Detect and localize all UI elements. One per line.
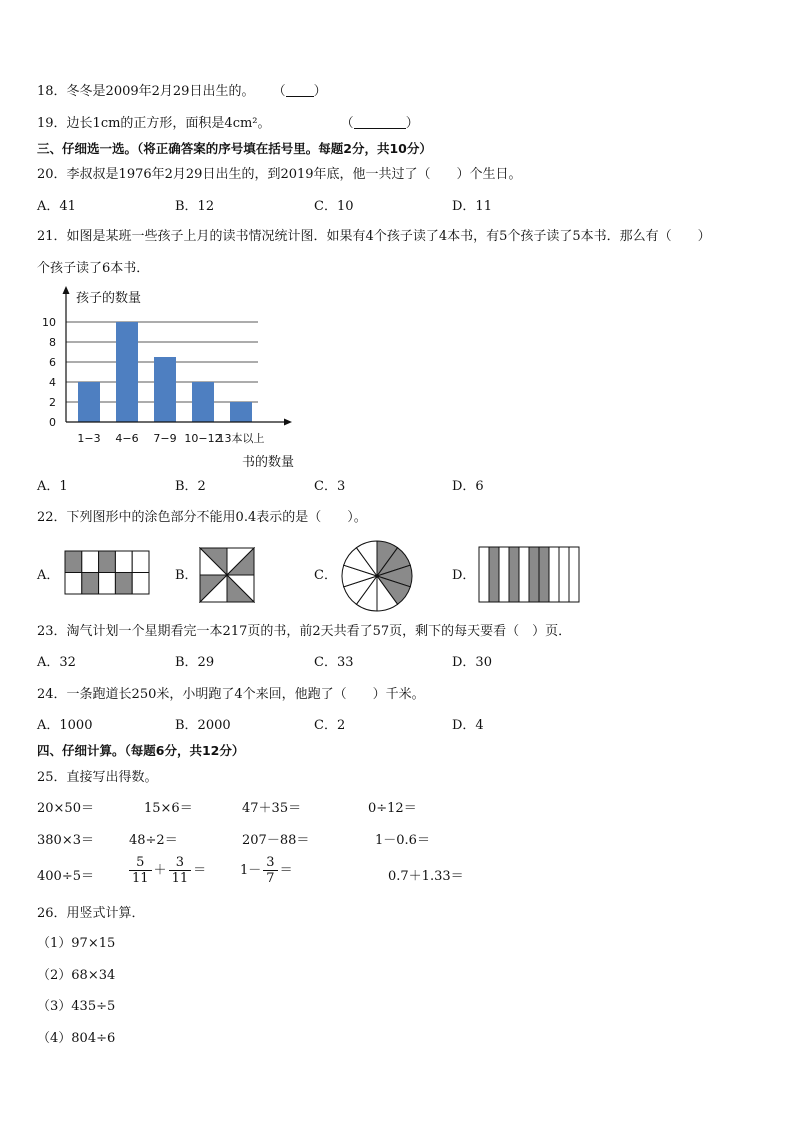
question-20-option-d[interactable]: D．11	[452, 199, 492, 214]
y-tick-label: 8	[49, 336, 56, 349]
calc-r2-c2[interactable]: 48÷2＝	[129, 833, 178, 848]
figure-a-cell	[65, 551, 82, 573]
question-26-item-2: （2）68×34	[37, 968, 116, 983]
question-26-text: 26．用竖式计算．	[37, 906, 145, 921]
question-21-option-b[interactable]: B．2	[175, 479, 206, 494]
bar-3	[154, 357, 176, 422]
fraction-3-11: $\frac{3}{11}$	[169, 855, 192, 886]
question-18-text: 冬冬是2009年2月29日出生的。	[66, 84, 255, 99]
calc-r2-c4[interactable]: 1－0.6＝	[375, 833, 430, 848]
calc-r3-c4[interactable]: 0.7＋1.33＝	[388, 869, 464, 884]
question-18-answer-blank[interactable]	[286, 83, 314, 97]
fraction-3-7: $\frac{3}{7}$	[263, 855, 277, 886]
calc-r1-c3[interactable]: 47＋35＝	[242, 801, 302, 816]
y-tick-label: 10	[42, 316, 56, 329]
question-22-label-b[interactable]: B．	[175, 568, 198, 583]
question-24-option-b[interactable]: B．2000	[175, 718, 231, 733]
figure-a-cell	[115, 573, 132, 595]
calc-r2-c3[interactable]: 207－88＝	[242, 833, 310, 848]
section-3-title: 三、仔细选一选。（将正确答案的序号填在括号里。每题2分，共10分）	[37, 141, 432, 156]
figure-d-strip	[489, 547, 499, 602]
figure-b-square	[199, 547, 255, 603]
question-20-text: 20．李叔叔是1976年2月29日出生的，到2019年底，他一共过了（ ）个生日。	[37, 167, 522, 182]
figure-d-strip	[479, 547, 489, 602]
question-23-option-c[interactable]: C．33	[314, 655, 354, 670]
question-24-option-d[interactable]: D．4	[452, 718, 484, 733]
figure-d-strip	[499, 547, 509, 602]
calc-r1-c1[interactable]: 20×50＝	[37, 801, 94, 816]
calc-r3-c3[interactable]: 1－ $\frac{3}{7}$ ＝	[240, 855, 293, 886]
x-axis-label: 书的数量	[241, 455, 295, 470]
question-21-option-c[interactable]: C．3	[314, 479, 346, 494]
question-20-option-a[interactable]: A．41	[37, 199, 76, 214]
figure-a-cell	[82, 551, 99, 573]
figure-a-cell	[99, 551, 116, 573]
question-18-number: 18．	[37, 84, 67, 99]
question-23-option-b[interactable]: B．29	[175, 655, 215, 670]
question-23-option-a[interactable]: A．32	[37, 655, 76, 670]
y-tick-label: 6	[49, 356, 56, 369]
bar-5	[230, 402, 252, 422]
question-21-line-2: 个孩子读了6本书．	[37, 261, 150, 276]
y-axis-label: 孩子的数量	[76, 291, 142, 306]
y-axis-arrow	[63, 286, 70, 294]
question-19-paren-open: （	[340, 116, 354, 131]
question-19-paren-close: ）	[405, 116, 419, 131]
question-21-line-1: 21．如图是某班一些孩子上月的读书情况统计图．如果有4个孩子读了4本书，有5个孩子读了5本书．那么有（ ）	[37, 229, 711, 244]
question-18-paren-open: （	[272, 84, 286, 99]
y-tick-label: 0	[49, 416, 56, 429]
question-19-text: 边长1cm的正方形，面积是4cm²。	[66, 116, 271, 131]
question-20-option-c[interactable]: C．10	[314, 199, 354, 214]
calc-r1-c4[interactable]: 0÷12＝	[368, 801, 417, 816]
figure-a-cell	[99, 573, 116, 595]
y-tick-label: 2	[49, 396, 56, 409]
x-tick-label: 1−3	[77, 432, 101, 445]
question-26-item-1: （1）97×15	[37, 936, 116, 951]
question-24-text: 24．一条跑道长250米，小明跑了4个来回，他跑了（ ）千米。	[37, 687, 425, 702]
x-tick-label: 7−9	[153, 432, 177, 445]
question-18	[37, 83, 327, 100]
x-axis-arrow	[284, 419, 292, 426]
bar-2	[116, 322, 138, 422]
question-26-item-4: （4）804÷6	[37, 1031, 116, 1046]
section-4-title: 四、仔细计算。（每题6分，共12分）	[37, 743, 245, 758]
figure-d-strip	[539, 547, 549, 602]
question-18-paren-close: ）	[313, 84, 327, 99]
calc-r1-c2[interactable]: 15×6＝	[144, 801, 193, 816]
question-24-option-a[interactable]: A．1000	[37, 718, 93, 733]
question-21-option-d[interactable]: D．6	[452, 479, 484, 494]
figure-a-cell	[132, 573, 149, 595]
question-22-text: 22．下列图形中的涂色部分不能用0.4表示的是（ ）。	[37, 510, 367, 525]
figure-a-grid	[64, 550, 150, 596]
question-22-label-d[interactable]: D．	[452, 568, 476, 583]
calc-r2-c1[interactable]: 380×3＝	[37, 833, 94, 848]
y-tick-label: 4	[49, 376, 56, 389]
figure-d-strip	[529, 547, 539, 602]
question-25-text: 25．直接写出得数。	[37, 770, 158, 785]
figure-c-circle	[340, 539, 414, 613]
figure-a-cell	[82, 573, 99, 595]
question-19-answer-blank[interactable]	[354, 115, 406, 129]
figure-a-cell	[132, 551, 149, 573]
reading-bar-chart	[30, 282, 310, 474]
chart-y-tick-labels	[42, 316, 56, 429]
chart-bars	[78, 322, 252, 422]
question-20-option-b[interactable]: B．12	[175, 199, 215, 214]
calc-r3-c2[interactable]: $\frac{5}{11}$ ＋ $\frac{3}{11}$ ＝	[127, 855, 206, 886]
fraction-5-11: $\frac{5}{11}$	[129, 855, 152, 886]
figure-d-strip	[569, 547, 579, 602]
figure-d-strip	[549, 547, 559, 602]
question-26-item-3: （3）435÷5	[37, 999, 116, 1014]
question-23-option-d[interactable]: D．30	[452, 655, 492, 670]
x-tick-label: 10−12	[184, 432, 222, 445]
question-22-label-c[interactable]: C．	[314, 568, 337, 583]
x-tick-label: 13本以上	[217, 432, 265, 445]
calc-r3-c1[interactable]: 400÷5＝	[37, 869, 94, 884]
chart-x-tick-labels	[77, 431, 264, 445]
figure-d-strip	[519, 547, 529, 602]
figure-d-strips	[478, 546, 580, 603]
question-19	[37, 115, 419, 132]
question-24-option-c[interactable]: C．2	[314, 718, 346, 733]
bar-4	[192, 382, 214, 422]
question-22-label-a[interactable]: A．	[37, 568, 60, 583]
figure-d-strip	[559, 547, 569, 602]
figure-a-cell	[115, 551, 132, 573]
figure-a-cell	[65, 573, 82, 595]
question-21-option-a[interactable]: A．1	[37, 479, 68, 494]
x-tick-label: 4−6	[115, 432, 139, 445]
figure-d-strip	[509, 547, 519, 602]
question-23-text: 23．淘气计划一个星期看完一本217页的书，前2天共看了57页，剩下的每天要看（ ）页．	[37, 624, 572, 639]
bar-1	[78, 382, 100, 422]
question-19-number: 19．	[37, 116, 67, 131]
